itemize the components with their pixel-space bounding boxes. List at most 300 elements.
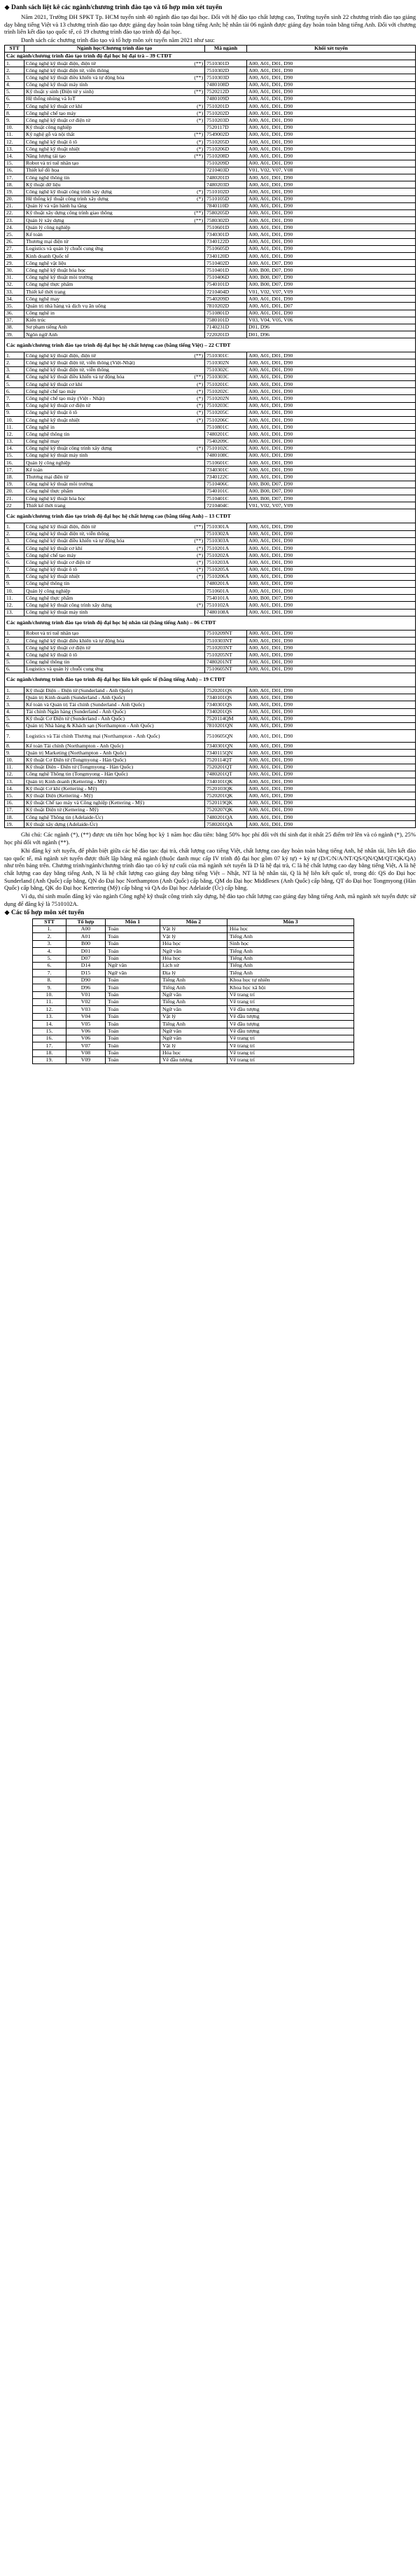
combination-code: V08	[66, 1049, 106, 1056]
combination-codes: A00, A01, D01, D90	[247, 245, 416, 252]
major-name: Công nghệ kỹ thuật điện, điện tử	[26, 523, 96, 530]
major-name: Công nghệ kỹ thuật cơ điện tử	[26, 558, 91, 565]
major-name: Công nghệ kỹ thuật hóa học	[26, 266, 86, 273]
combination-codes: A00, A01, D01, D90	[247, 715, 416, 722]
row-number: 10.	[5, 757, 24, 764]
major-name: Kỹ thuật xây dựng (Adelaide-Úc)	[26, 820, 98, 827]
major-code: 7480108A	[205, 609, 247, 616]
priority-marker	[200, 246, 203, 252]
major-cell	[24, 274, 205, 281]
major-name: Công nghệ chế tạo máy	[26, 551, 76, 558]
major-code: 7210403D	[205, 167, 247, 174]
table-row	[5, 88, 416, 95]
major-code: 7510201D	[205, 103, 247, 110]
row-number: 38.	[5, 324, 24, 331]
major-code: 7520114QM	[205, 715, 247, 722]
table-row	[33, 991, 354, 998]
priority-marker: (**)	[194, 88, 203, 95]
table-row	[33, 1057, 354, 1064]
major-code: 7510303C	[205, 373, 247, 380]
combination-code: D01	[66, 948, 106, 955]
subject-3: Vẽ đầu tượng	[227, 1013, 354, 1020]
major-name: Công nghệ kỹ thuật ô tô	[26, 138, 78, 145]
combination-codes: A00, A01, D01, D90	[247, 701, 416, 708]
combination-code: V02	[66, 998, 106, 1005]
major-name: Quản trị Marketing (Northampton - Anh Quốc)	[26, 749, 127, 756]
row-number: 22	[5, 502, 24, 509]
table-row	[33, 933, 354, 940]
table-row	[5, 552, 416, 559]
major-cell	[24, 303, 205, 310]
major-cell	[24, 245, 205, 252]
combination-codes: A00, A01, D01, D90	[247, 296, 416, 303]
row-number: 13.	[5, 438, 24, 445]
subject-3: Tiếng Anh	[227, 955, 354, 962]
table-row	[5, 806, 416, 813]
major-code: 7510202N	[205, 395, 247, 402]
combination-code: V03	[66, 1006, 106, 1013]
major-name: Quản lý và vận hành hạ tầng	[26, 202, 87, 209]
example-paragraph: Ví dụ, thí sinh muốn đăng ký vào ngành Công nghệ kỹ thuật công trình xây dựng, hệ đào tạo chất lượng cao giảng dạy bằng tiếng Anh, mã ngành xét tuyển được sử dụng để đăng ký là 7510102A.	[4, 893, 416, 907]
table-row	[5, 452, 416, 459]
row-number: 8.	[5, 743, 24, 750]
major-cell	[24, 139, 205, 146]
major-cell	[24, 181, 205, 188]
combination-codes: A00, A01, D01, D90	[247, 474, 416, 481]
major-code: 7540209D	[205, 296, 247, 303]
header-stt: STT	[33, 918, 66, 925]
table-row	[5, 274, 416, 281]
table-row	[33, 984, 354, 991]
table-row	[5, 74, 416, 81]
header-stt: STT	[5, 45, 24, 52]
priority-marker	[200, 332, 203, 338]
priority-marker	[200, 652, 203, 658]
major-code: 7510601C	[205, 460, 247, 467]
major-cell	[24, 431, 205, 438]
major-cell	[24, 267, 205, 274]
table-row	[5, 224, 416, 231]
priority-marker: (**)	[194, 216, 203, 223]
combination-codes: A00, A01, D01, D90	[247, 687, 416, 694]
table-row	[33, 1021, 354, 1028]
combination-codes: A00, A01, D01, D90	[247, 609, 416, 616]
combination-codes: A00, B00, D07, D90	[247, 267, 416, 274]
section-title-row	[5, 509, 416, 523]
table-row	[5, 352, 416, 359]
table-row	[33, 1013, 354, 1020]
row-number: 2.	[5, 530, 24, 537]
combination-codes: A00, A01, D01, D90	[247, 409, 416, 416]
subject-1: Toán	[106, 991, 160, 998]
major-cell	[24, 131, 205, 138]
priority-marker: (*)	[197, 558, 203, 565]
subject-2: Vẽ đầu tượng	[160, 1057, 227, 1064]
major-cell	[24, 602, 205, 609]
major-code: 7580302D	[205, 217, 247, 224]
combination-codes: A00, A01, D01, D90	[247, 195, 416, 202]
major-code: 7510209D	[205, 160, 247, 167]
major-cell	[24, 253, 205, 260]
table-row	[33, 940, 354, 947]
table-row	[5, 559, 416, 566]
table-row	[5, 388, 416, 395]
priority-marker: (*)	[197, 551, 203, 558]
major-name: Công nghệ in	[26, 423, 55, 430]
priority-marker	[200, 282, 203, 287]
table-row	[5, 81, 416, 88]
row-number: 14.	[33, 1021, 66, 1028]
major-code: 7520201QS	[205, 687, 247, 694]
major-name: Quản lý công nghiệp	[26, 223, 71, 230]
row-number: 8.	[5, 402, 24, 409]
priority-marker	[200, 757, 203, 763]
major-name: Công nghệ kỹ thuật máy tính	[26, 609, 88, 616]
subject-1: Toán	[106, 1028, 160, 1035]
major-cell	[24, 438, 205, 445]
combination-code: D90	[66, 977, 106, 984]
row-number: 6.	[5, 388, 24, 395]
major-name: Sư phạm tiếng Anh	[26, 324, 67, 331]
major-code: 7510209NT	[205, 630, 247, 637]
subject-1: Toán	[106, 1049, 160, 1056]
major-cell	[24, 153, 205, 160]
major-cell	[24, 188, 205, 195]
table-row	[5, 303, 416, 310]
table-row	[5, 730, 416, 743]
heading-text: Các tổ hợp môn xét tuyển	[11, 909, 85, 916]
table-row	[5, 359, 416, 366]
row-number: 15.	[5, 452, 24, 459]
subject-3: Vẽ trang trí	[227, 1057, 354, 1064]
combination-codes: A00, A01, D01, D90	[247, 438, 416, 445]
row-number: 8.	[33, 977, 66, 984]
subject-2: Vật lý	[160, 1042, 227, 1049]
major-code: 7510401C	[205, 495, 247, 502]
row-number: 16.	[5, 460, 24, 467]
major-name: Công nghệ chế tạo máy	[26, 387, 76, 394]
table-row	[5, 488, 416, 495]
major-cell	[24, 502, 205, 509]
table-row	[5, 139, 416, 146]
major-name: Thương mại điện tử	[26, 474, 69, 481]
table-row	[5, 764, 416, 771]
subject-2: Tiếng Anh	[160, 977, 227, 984]
table-row	[5, 110, 416, 117]
subject-3: Tiếng Anh	[227, 963, 354, 970]
row-number: 18.	[5, 474, 24, 481]
subject-2: Hóa học	[160, 940, 227, 947]
subject-2: Vật lý	[160, 1013, 227, 1020]
header-combination: Tổ hợp	[66, 918, 106, 925]
major-name: Công nghệ kỹ thuật cơ điện tử	[26, 117, 91, 124]
row-number: 9.	[33, 984, 66, 991]
major-cell	[24, 81, 205, 88]
table-row	[5, 537, 416, 544]
major-name: Công nghệ thông tin	[26, 430, 70, 437]
combinations-table-body	[33, 926, 354, 1064]
major-code: 7220201D	[205, 331, 247, 338]
subject-3: Sinh học	[227, 940, 354, 947]
priority-marker	[200, 666, 203, 672]
major-name: Công nghệ thông tin	[26, 580, 70, 587]
major-name: Công nghệ kỹ thuật ô tô	[26, 651, 78, 658]
combination-codes: A00, A01, D01, D07	[247, 303, 416, 310]
major-name: Công nghệ chế tạo máy (Việt - Nhật)	[26, 394, 105, 401]
major-name: Công nghệ Thông tin (Adelaide-Úc)	[26, 813, 104, 820]
subject-1: Toán	[106, 933, 160, 940]
row-number: 23.	[5, 217, 24, 224]
combination-code: D96	[66, 984, 106, 991]
priority-marker	[200, 688, 203, 694]
major-code: 7520207QK	[205, 806, 247, 813]
priority-marker	[200, 425, 203, 430]
subject-1: Toán	[106, 955, 160, 962]
priority-marker	[200, 743, 203, 749]
subject-3: Vẽ trang trí	[227, 1035, 354, 1042]
row-number: 1.	[5, 687, 24, 694]
major-code: 7510102C	[205, 445, 247, 452]
combination-code: D07	[66, 955, 106, 962]
major-name: Logistics và quản lý chuỗi cung ứng	[26, 666, 104, 673]
row-number: 17.	[5, 467, 24, 474]
major-cell	[24, 167, 205, 174]
combination-codes: A00, A01, D01, D90	[247, 708, 416, 715]
major-code: 7540101C	[205, 488, 247, 495]
subject-1: Toán	[106, 948, 160, 955]
combination-codes: A00, A01, D01, D90	[247, 424, 416, 431]
table-row	[5, 381, 416, 388]
major-cell	[24, 743, 205, 750]
major-name: Quản trị Nhà hàng & Khách sạn (Northampton - Anh Quốc)	[26, 722, 154, 729]
major-code: 7510205A	[205, 566, 247, 573]
table-row	[5, 666, 416, 673]
table-row	[5, 595, 416, 602]
row-number: 4.	[5, 81, 24, 88]
combination-codes: A00, B00, D07, D90	[247, 274, 416, 281]
combination-codes: A00, A01, D01, D90	[247, 416, 416, 423]
priority-marker	[200, 695, 203, 701]
major-cell	[24, 799, 205, 806]
combination-codes: A00, A01, D01, D90	[247, 124, 416, 131]
major-cell	[24, 609, 205, 616]
major-code: 7510303A	[205, 537, 247, 544]
combination-codes: A00, A01, D01, D90	[247, 573, 416, 580]
major-name: Quản trị nhà hàng và dịch vụ ăn uống	[26, 302, 106, 309]
subject-1: Toán	[106, 1035, 160, 1042]
major-name: Công nghệ kỹ thuật cơ điện tử	[26, 644, 91, 651]
table-row	[5, 60, 416, 67]
priority-marker: (*)	[197, 416, 203, 423]
priority-marker: (*)	[197, 573, 203, 580]
subject-1: Toán	[106, 1042, 160, 1049]
row-number: 24.	[5, 224, 24, 231]
major-name: Quản trị Kinh doanh (Sunderland - Anh Quốc)	[26, 694, 125, 701]
major-code: 7340122D	[205, 238, 247, 245]
major-cell	[24, 317, 205, 324]
priority-marker: (*)	[197, 145, 203, 152]
table-row	[5, 715, 416, 722]
subject-3: Vẽ đầu tượng	[227, 1021, 354, 1028]
priority-marker	[200, 275, 203, 280]
major-cell	[24, 638, 205, 645]
combination-codes: V01, V02, V07, V09	[247, 502, 416, 509]
row-number: 15.	[5, 160, 24, 167]
priority-marker	[200, 225, 203, 230]
row-number: 15.	[33, 1028, 66, 1035]
major-name: Công nghệ kỹ thuật cơ điện tử	[26, 402, 91, 409]
combination-code: V01	[66, 991, 106, 998]
table-row	[5, 310, 416, 317]
table-row	[5, 288, 416, 295]
table-row	[33, 1049, 354, 1056]
major-cell	[24, 559, 205, 566]
priority-marker: (*)	[197, 544, 203, 551]
row-number: 12.	[5, 602, 24, 609]
major-name: Kiến trúc	[26, 317, 46, 324]
major-code: 7510302C	[205, 366, 247, 373]
combination-code: A00	[66, 926, 106, 933]
subject-2: Hóa học	[160, 1049, 227, 1056]
major-code: 7510205NT	[205, 652, 247, 659]
major-code: 7480201NT	[205, 659, 247, 666]
major-code: 7510402D	[205, 260, 247, 267]
combination-codes: A00, A01, D01, D90	[247, 60, 416, 67]
combination-codes: A00, A01, D01, D90	[247, 431, 416, 438]
priority-marker	[200, 261, 203, 266]
subject-2: Ngữ văn	[160, 1035, 227, 1042]
major-code: 7510208D	[205, 153, 247, 160]
combination-code: D15	[66, 970, 106, 977]
major-name: Kỹ thuật công nghiệp	[26, 124, 72, 131]
priority-marker	[200, 771, 203, 777]
major-code: 7340201QS	[205, 708, 247, 715]
row-number: 12.	[5, 139, 24, 146]
combination-code: A01	[66, 933, 106, 940]
table-row	[5, 502, 416, 509]
major-code: 7340122C	[205, 474, 247, 481]
subject-1: Toán	[106, 998, 160, 1005]
major-cell	[24, 474, 205, 481]
major-code: 7510605QN	[205, 730, 247, 743]
row-number: 4.	[5, 652, 24, 659]
table-row	[5, 409, 416, 416]
major-cell	[24, 95, 205, 102]
combination-codes: A00, A01, D01, D90	[247, 630, 416, 637]
major-name: Năng lượng tái tạo	[26, 152, 66, 159]
major-code: 7210404C	[205, 502, 247, 509]
subject-2: Tiếng Anh	[160, 998, 227, 1005]
major-code: 7480201QA	[205, 813, 247, 820]
combination-codes: A00, A01, D01, D90	[247, 231, 416, 238]
table-row	[5, 188, 416, 195]
combination-codes: A00, A01, D01, D90	[247, 352, 416, 359]
row-number: 10.	[33, 991, 66, 998]
combination-codes: A00, A01, D01, D90	[247, 652, 416, 659]
table-row	[5, 580, 416, 587]
major-code: 7480109D	[205, 95, 247, 102]
major-name: Công nghệ vật liệu	[26, 259, 66, 266]
table-row	[33, 963, 354, 970]
combination-codes: A00, A01, D01, D90	[247, 821, 416, 828]
row-number: 16.	[33, 1035, 66, 1042]
row-number: 2.	[5, 359, 24, 366]
priority-marker: (*)	[197, 409, 203, 416]
table-row	[5, 438, 416, 445]
priority-marker	[200, 167, 203, 173]
major-name: Công nghệ kỹ thuật nhiệt	[26, 145, 80, 152]
subject-1: Toán	[106, 1057, 160, 1064]
major-cell	[24, 573, 205, 580]
priority-marker	[200, 793, 203, 799]
priority-marker	[200, 268, 203, 273]
table-row	[5, 217, 416, 224]
major-name: Công nghệ may	[26, 295, 60, 302]
major-name: Công nghệ kỹ thuật hóa học	[26, 495, 86, 502]
major-cell	[24, 445, 205, 452]
major-cell	[24, 806, 205, 813]
row-number: 19.	[5, 188, 24, 195]
combination-codes: A00, A01, D01, D90	[247, 799, 416, 806]
row-number: 5.	[5, 552, 24, 559]
major-name: Công nghệ kỹ thuật máy tính	[26, 452, 88, 459]
major-code: 7510102D	[205, 188, 247, 195]
subject-2: Tiếng Anh	[160, 1021, 227, 1028]
combination-codes: A00, B00, D07, D90	[247, 481, 416, 488]
major-code: 7340115QN	[205, 750, 247, 757]
major-cell	[24, 296, 205, 303]
major-name: Kỹ nghệ gỗ và nội thất	[26, 131, 75, 138]
major-cell	[24, 537, 205, 544]
section-heading-majors	[4, 4, 416, 12]
combination-codes: A00, A01, D07, D90	[247, 260, 416, 267]
priority-marker	[200, 659, 203, 665]
combination-codes: A00, A01, D01, D90	[247, 67, 416, 74]
table-row	[5, 530, 416, 537]
row-number: 17.	[33, 1042, 66, 1049]
row-number: 22.	[5, 209, 24, 216]
major-code: 7540209C	[205, 438, 247, 445]
major-cell	[24, 792, 205, 799]
header-combination: Khối xét tuyển	[247, 45, 416, 52]
major-cell	[24, 552, 205, 559]
table-row	[5, 209, 416, 216]
header-major: Ngành học/Chương trình đào tạo	[24, 45, 205, 52]
major-cell	[24, 460, 205, 467]
major-name: Công nghệ kỹ thuật công trình xây dựng	[26, 602, 112, 609]
major-name: Công nghệ kỹ thuật điện tử, viễn thông	[26, 366, 109, 373]
table-row	[5, 146, 416, 153]
priority-marker	[200, 581, 203, 586]
major-code: 7510801D	[205, 310, 247, 317]
combination-codes: A00, A01, D01, D90	[247, 530, 416, 537]
row-number: 37.	[5, 317, 24, 324]
priority-marker	[200, 638, 203, 644]
major-cell	[24, 785, 205, 792]
major-name: Quản lý xây dựng	[26, 216, 64, 223]
major-code: 7340101QK	[205, 778, 247, 785]
row-number: 1.	[5, 352, 24, 359]
section-title: Các ngành/chương trình đào tạo trình độ đại học hệ đại trà – 39 CTĐT	[5, 52, 416, 60]
row-number: 11.	[33, 998, 66, 1005]
row-number: 5.	[5, 659, 24, 666]
major-code: 7810201QN	[205, 722, 247, 729]
subject-2: Ngữ văn	[160, 991, 227, 998]
table-row	[5, 792, 416, 799]
major-code: 7480201A	[205, 580, 247, 587]
major-cell	[24, 764, 205, 771]
heading-text: Danh sách liệt kê các ngành/chương trình đào tạo và tổ hợp môn xét tuyển	[11, 4, 223, 11]
